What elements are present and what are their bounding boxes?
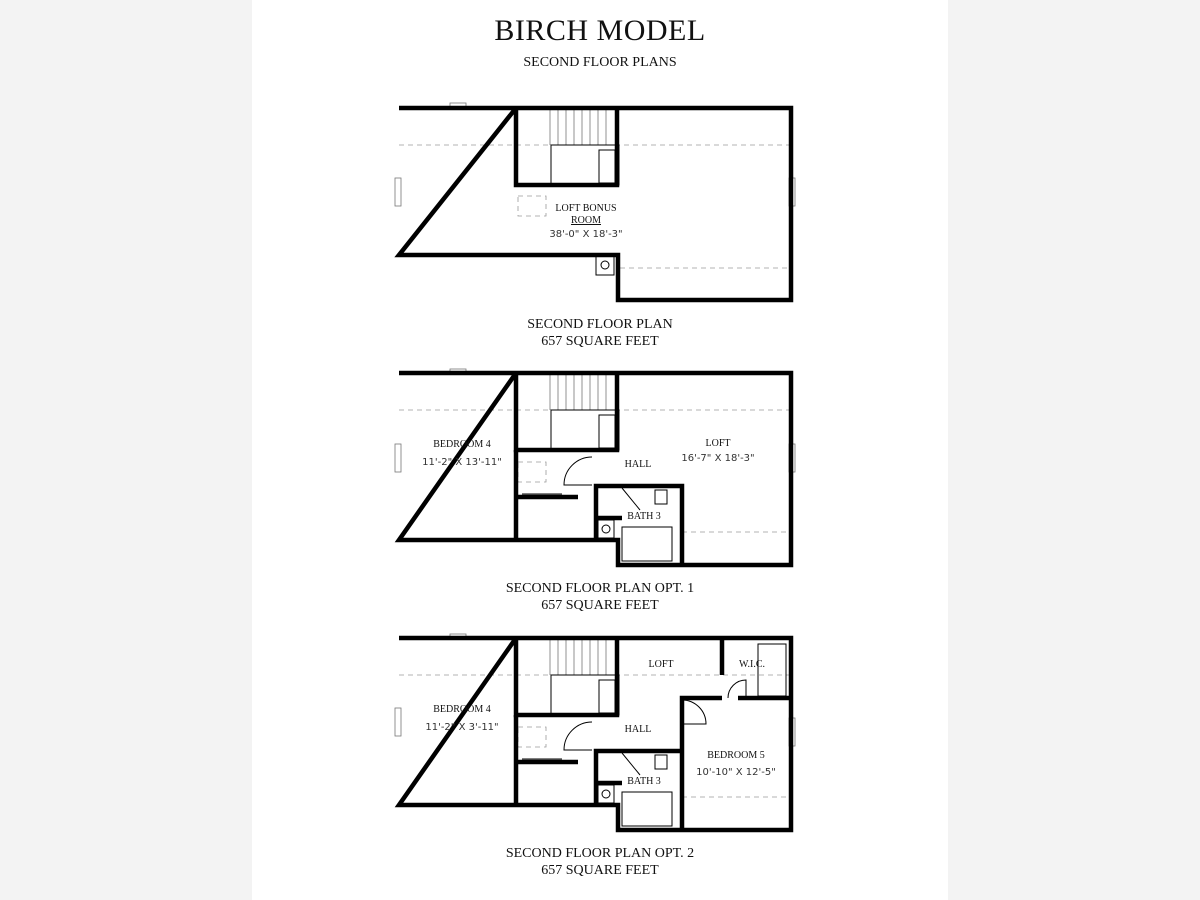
mechanical-chase xyxy=(596,255,614,275)
bath-3-label: BATH 3 xyxy=(627,776,661,787)
model-title: BIRCH MODEL xyxy=(494,14,706,47)
attic-access xyxy=(518,196,546,216)
bedroom-4-label: BEDROOM 4 xyxy=(433,439,491,450)
plan-1-caption xyxy=(252,316,948,350)
loft-dimensions: 16'-7" X 18'-3" xyxy=(681,453,755,464)
loft-bonus-room-dimensions: 38'-0" X 18'-3" xyxy=(549,229,623,240)
plan-2-caption-title: SECOND FLOOR PLAN OPT. 1 xyxy=(505,581,695,596)
plan-3-caption-area: 657 SQUARE FEET xyxy=(541,863,659,878)
attic-access xyxy=(518,727,546,747)
staircase xyxy=(550,375,619,450)
staircase xyxy=(550,110,619,185)
loft-label: LOFT xyxy=(648,659,674,670)
attic-access xyxy=(518,462,546,482)
loft-bonus-room-label-1: LOFT BONUS xyxy=(555,203,617,214)
door-swing xyxy=(622,753,640,775)
door-swing xyxy=(564,457,592,485)
bedroom-5-label: BEDROOM 5 xyxy=(707,750,765,761)
vent-icon xyxy=(602,790,610,798)
second-floor-plan-opt-1 xyxy=(395,369,795,565)
vent-icon xyxy=(602,525,610,533)
floor-plans-drawing xyxy=(252,0,948,900)
mechanical-chase xyxy=(598,785,614,803)
bathtub xyxy=(622,527,672,561)
bathtub xyxy=(622,792,672,826)
plan-2-caption-area: 657 SQUARE FEET xyxy=(541,598,659,613)
loft-bonus-room-label-2: ROOM xyxy=(570,215,602,226)
mechanical-chase xyxy=(598,520,614,538)
door-swing xyxy=(622,488,640,510)
door-swing xyxy=(564,722,592,750)
second-floor-plan xyxy=(395,103,795,300)
bedroom-4-dimensions: 11'-2" X 3'-11" xyxy=(425,722,499,733)
wic-label: W.I.C. xyxy=(738,659,766,670)
plan-1-caption-title: SECOND FLOOR PLAN xyxy=(527,317,673,332)
model-subtitle: SECOND FLOOR PLANS xyxy=(523,55,677,70)
plan-3-caption-title: SECOND FLOOR PLAN OPT. 2 xyxy=(505,846,695,861)
plan-3-caption xyxy=(252,845,948,879)
hall-label: HALL xyxy=(624,459,652,470)
sink xyxy=(655,490,667,504)
closet-shelf xyxy=(758,644,786,696)
loft-label: LOFT xyxy=(705,438,731,449)
staircase xyxy=(550,640,619,715)
floor-plan-sheet xyxy=(252,0,948,900)
plan-2-caption xyxy=(252,580,948,614)
bedroom-4-dimensions: 11'-2" X 13'-11" xyxy=(422,457,502,468)
door-swing xyxy=(728,680,746,698)
hall-label: HALL xyxy=(624,724,652,735)
vent-icon xyxy=(601,261,609,269)
second-floor-plan-opt-2 xyxy=(395,634,795,830)
bedroom-5-dimensions: 10'-10" X 12'-5" xyxy=(696,767,776,778)
door-swing xyxy=(682,700,706,724)
bedroom-4-label: BEDROOM 4 xyxy=(433,704,491,715)
sink xyxy=(655,755,667,769)
plan-1-caption-area: 657 SQUARE FEET xyxy=(541,334,659,349)
bath-3-label: BATH 3 xyxy=(627,511,661,522)
